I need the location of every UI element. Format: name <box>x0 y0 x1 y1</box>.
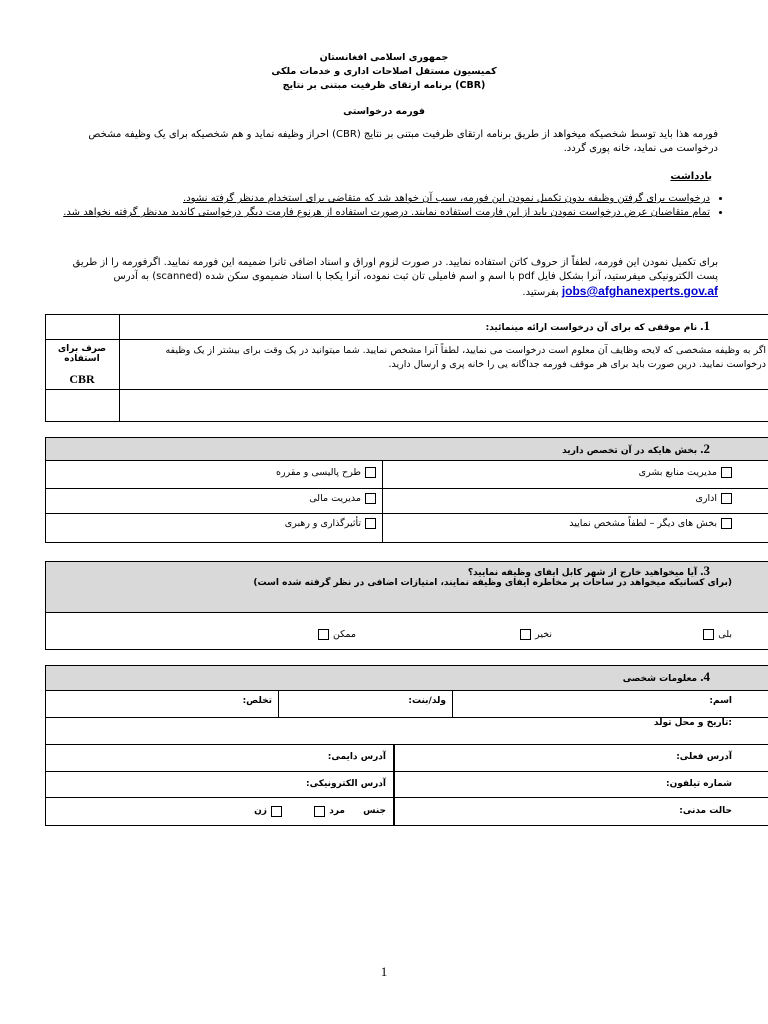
email-label: آدرس الکترونیکی: <box>306 779 386 789</box>
option-admin[interactable]: اداری <box>695 488 732 508</box>
phone-label: شماره تیلفون: <box>665 779 732 789</box>
submission-paragraph <box>50 256 718 300</box>
marital-status-label: حالت مدنی: <box>679 806 732 816</box>
cbr-code: CBR <box>69 372 95 386</box>
note-item: • تمام متقاضیان عرض درخواست نمودن باید از این فارمت استفاده نمایند. درصورت استفاده از هرنوع فارمت دیگر درخواستی کاندید مدنظر گرفته نخواهد شد. <box>50 206 710 220</box>
gender-label: جنس <box>363 806 386 816</box>
header-line1: جمهوری اسلامی افغانستان <box>319 52 449 63</box>
notes-list <box>50 192 724 220</box>
option-other[interactable]: بخش های دیگر – لطفاً مشخص نمایید <box>569 513 732 533</box>
section3-title: 3. آیا میخواهید خارج از شهر کابل ایفای وظیفه نمایید؟ <box>467 563 710 578</box>
checkbox[interactable] <box>721 467 732 478</box>
checkbox[interactable] <box>271 806 282 817</box>
section3-subtitle: (برای کسانیکه میخواهد در ساحات پر مخاطره ایفای وظیفه نمایند، امتیازات اضافی در نظر گرفته شده است) <box>253 578 732 588</box>
option-maybe[interactable]: ممکن <box>318 624 356 644</box>
current-address-label: آدرس فعلی: <box>676 752 732 762</box>
checkbox[interactable] <box>520 629 531 640</box>
section1-instruction: اگر به وظیفه مشخصی که لایحه وظایف آن معلوم است درخواست می نمایید، لطفاً آنرا مشخص نمایید. شما میتوانید در یک وقت برای بیشتر از یک وظیفه درخواست نمایید. درین صورت باید برای هر موقف فورمه جداگانه یی را خانه پری و ارسال دارید. <box>165 345 766 370</box>
header-line2: کمیسیون مستقل اصلاحات اداری و خدمات ملکی <box>271 66 497 77</box>
father-name-label: ولد/بنت: <box>408 696 446 706</box>
checkbox[interactable] <box>703 629 714 640</box>
intro-paragraph: فورمه هذا باید توسط شخصیکه میخواهد از طریق برنامه ارتقای ظرفیت مبتنی بر نتایج (CBR) احراز وظیفه نماید و هم شخصیکه برای یک وظیفه مشخص درخواست می نماید، خانه پوری گردد. <box>88 129 718 154</box>
option-hr[interactable]: مدیریت منابع بشری <box>639 462 732 482</box>
section4-title: 4. معلومات شخصی <box>622 669 710 684</box>
checkbox[interactable] <box>365 518 376 529</box>
option-policy[interactable]: طرح پالیسی و مقرره <box>276 462 376 482</box>
position-input[interactable] <box>121 392 768 420</box>
option-yes[interactable]: بلی <box>703 624 732 644</box>
section2-title: 2. بخش هایکه در آن تخصص دارید <box>562 441 710 456</box>
checkbox[interactable] <box>365 467 376 478</box>
notes-title: یادداشت <box>670 171 712 182</box>
section1-number: 1. <box>700 318 710 333</box>
form-title: فورمه درخواستی <box>343 106 425 117</box>
submission-tail: بفرستید. <box>522 287 559 298</box>
cbr-use-label: صرف برای استفاده <box>57 344 107 364</box>
section1-title: 1. نام موقفی که برای آن درخواست ارائه مینمائید: <box>485 318 710 333</box>
header-line3: برنامه ارتقای ظرفیت مبتنی بر نتایج (CBR) <box>282 80 486 91</box>
gender-male[interactable]: مرد <box>314 803 345 819</box>
page-number: 1 <box>380 964 388 979</box>
birth-label: :تاریخ و محل تولد <box>653 718 732 728</box>
gender-female[interactable]: زن <box>254 803 282 819</box>
checkbox[interactable] <box>721 518 732 529</box>
name-label: اسم: <box>709 696 732 706</box>
checkbox[interactable] <box>721 493 732 504</box>
permanent-address-label: آدرس دایمی: <box>327 752 386 762</box>
checkbox[interactable] <box>318 629 329 640</box>
option-finance[interactable]: مدیریت مالی <box>309 488 376 508</box>
surname-label: تخلص: <box>242 696 272 706</box>
option-no[interactable]: نخیر <box>520 624 552 644</box>
email-link[interactable]: jobs@afghanexperts.gov.af <box>561 284 718 298</box>
submission-text: برای تکمیل نمودن این فورمه، لطفاً از حروف کاتن استفاده نمایید. در صورت لزوم اوراق و اسناد اضافی تانرا ضمیمه این فورمه نمایید. اگرفورمه را از طریق پست الکترونیکی میفرستید، آنرا بشکل فایل pdf با اسم و اسم فامیلی تان ثبت نموده، آنرا یکجا با اسناد ضمیموی سکن شده (scanned) به آدرس <box>72 257 718 282</box>
option-leadership[interactable]: تأثیرگذاری و رهبری <box>285 513 376 533</box>
checkbox[interactable] <box>314 806 325 817</box>
checkbox[interactable] <box>365 493 376 504</box>
note-item: • درخواست برای گرفتن وظیفه بدون تکمیل نمودن این فورمه، سبب آن خواهد شد که متقاضی برای استخدام مدنظر گرفته نشود. <box>50 192 710 206</box>
